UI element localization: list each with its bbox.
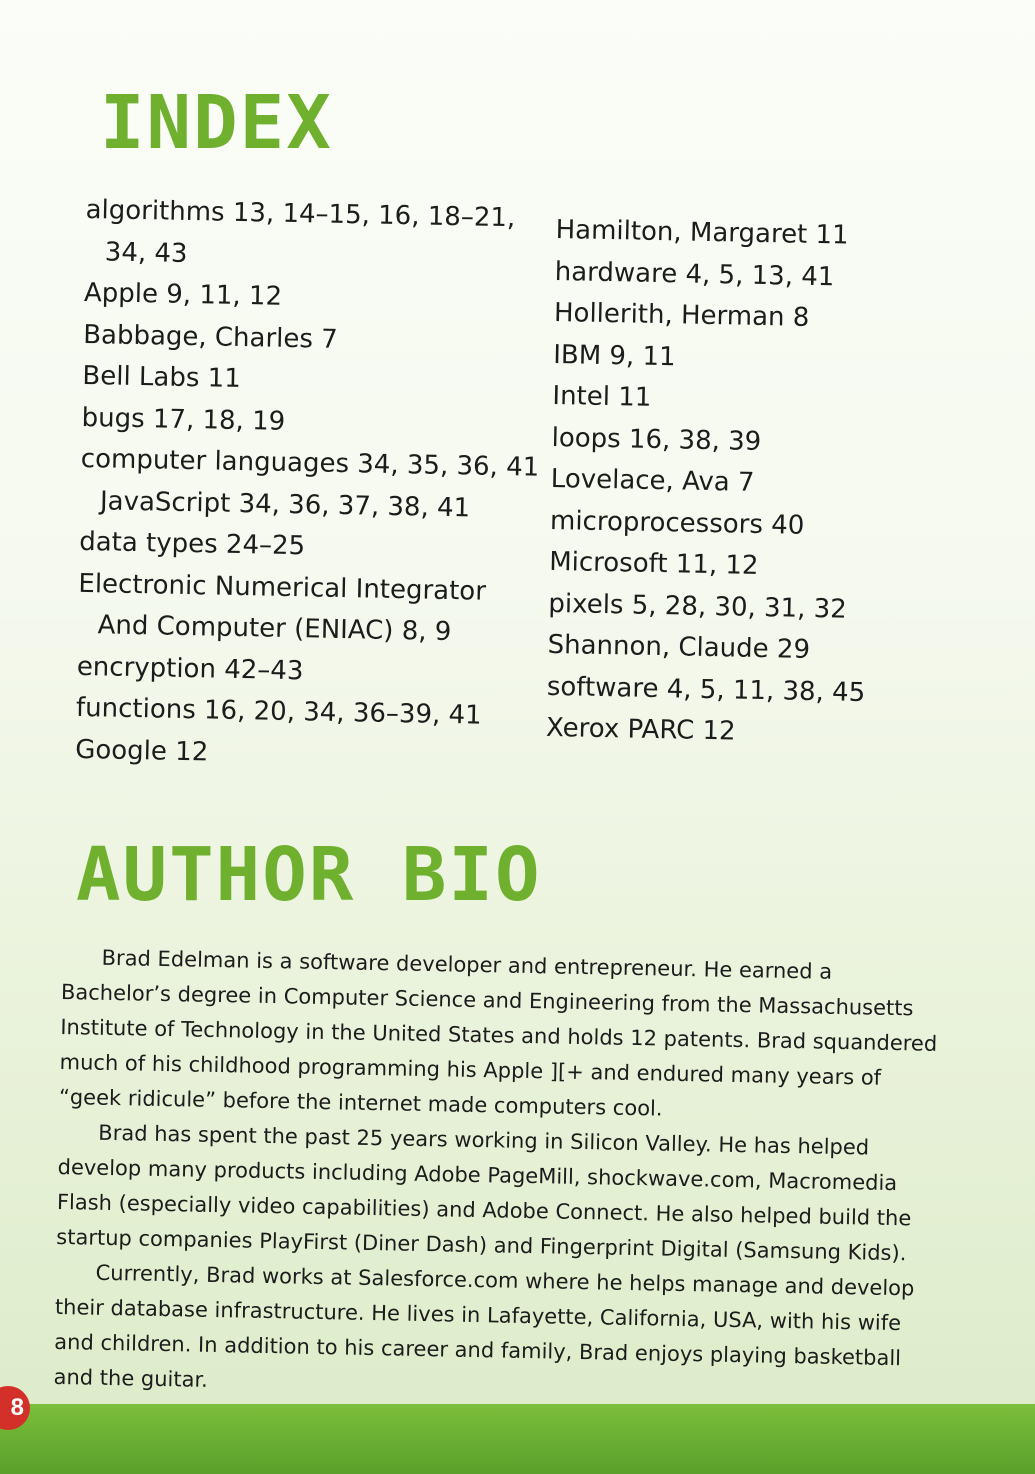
- index-entry: Bell Labs 11: [82, 360, 242, 395]
- bio-paragraph: Brad Edelman is a software developer and entrepreneur. He earned a Bachelor’s degree in Computer Science and Engineering from the Massachusetts Institute of Technology in the United States and holds 12 patents. Brad squandered much of his childhood programming his Apple ][+ and endured many years of “geek ridicule” before the internet made computers cool.: [58, 945, 938, 1121]
- index-entry-continuation: 34, 43: [104, 236, 188, 269]
- index-entry: Microsoft 11, 12: [548, 546, 759, 581]
- index-entry-continuation: And Computer (ENIAC) 8, 9: [97, 610, 452, 648]
- index-entry: bugs 17, 18, 19: [81, 402, 286, 437]
- index-entry: hardware 4, 5, 13, 41: [554, 256, 835, 292]
- footer-bar: [0, 1404, 1035, 1474]
- index-left-column: [74, 190, 540, 780]
- index-entry: Hollerith, Herman 8: [553, 297, 810, 333]
- index-entry: Apple 9, 11, 12: [83, 277, 283, 312]
- index-entry: Hamilton, Margaret 11: [555, 214, 849, 251]
- index-entry: software 4, 5, 11, 38, 45: [546, 671, 866, 708]
- bio-paragraph: Currently, Brad works at Salesforce.com where he helps manage and develop their database infrastructure. He lives in Lafayette, California, USA, with his wife and children. In addition to his career and family, Brad enjoys playing basketball and the guitar.: [53, 1260, 915, 1392]
- index-entry: algorithms 13, 14–15, 16, 18–21,: [85, 194, 516, 234]
- index-subentry: JavaScript 34, 36, 37, 38, 41: [99, 485, 471, 523]
- page-number-badge: 8: [0, 1386, 30, 1430]
- index-heading: INDEX: [100, 80, 333, 166]
- index-entry: computer languages 34, 35, 36, 41: [80, 443, 540, 483]
- index-entry: Google 12: [74, 734, 209, 767]
- author-bio-heading: AUTHOR BIO: [76, 832, 542, 918]
- index-entry: Lovelace, Ava 7: [550, 463, 755, 498]
- bio-paragraph: Brad has spent the past 25 years working in Silicon Valley. He has helped develop many products including Adobe PageMill, shockwave.com, Macromedia Flash (especially video capabilities) and Adobe Connect. He also helped build the startup companies PlayFirst (Diner Dash) and Fingerprint Digital (Samsung Kids).: [56, 1120, 912, 1266]
- index-entry: Babbage, Charles 7: [82, 319, 339, 355]
- index-entry: functions 16, 20, 34, 36–39, 41: [75, 692, 482, 731]
- index-right-column: [546, 210, 976, 757]
- index-entry: microprocessors 40: [549, 505, 805, 541]
- index-entry: data types 24–25: [78, 526, 306, 562]
- index-entry: Shannon, Claude 29: [547, 629, 811, 665]
- index-entry: Intel 11: [552, 380, 652, 413]
- index-entry: loops 16, 38, 39: [551, 422, 762, 457]
- index-entry: encryption 42–43: [76, 651, 304, 686]
- index-entry: Xerox PARC 12: [545, 712, 736, 747]
- index-entry: Electronic Numerical Integrator: [78, 568, 487, 607]
- author-bio-text: [53, 940, 942, 1412]
- index-entry: pixels 5, 28, 30, 31, 32: [548, 588, 848, 625]
- index-entry: IBM 9, 11: [552, 339, 676, 372]
